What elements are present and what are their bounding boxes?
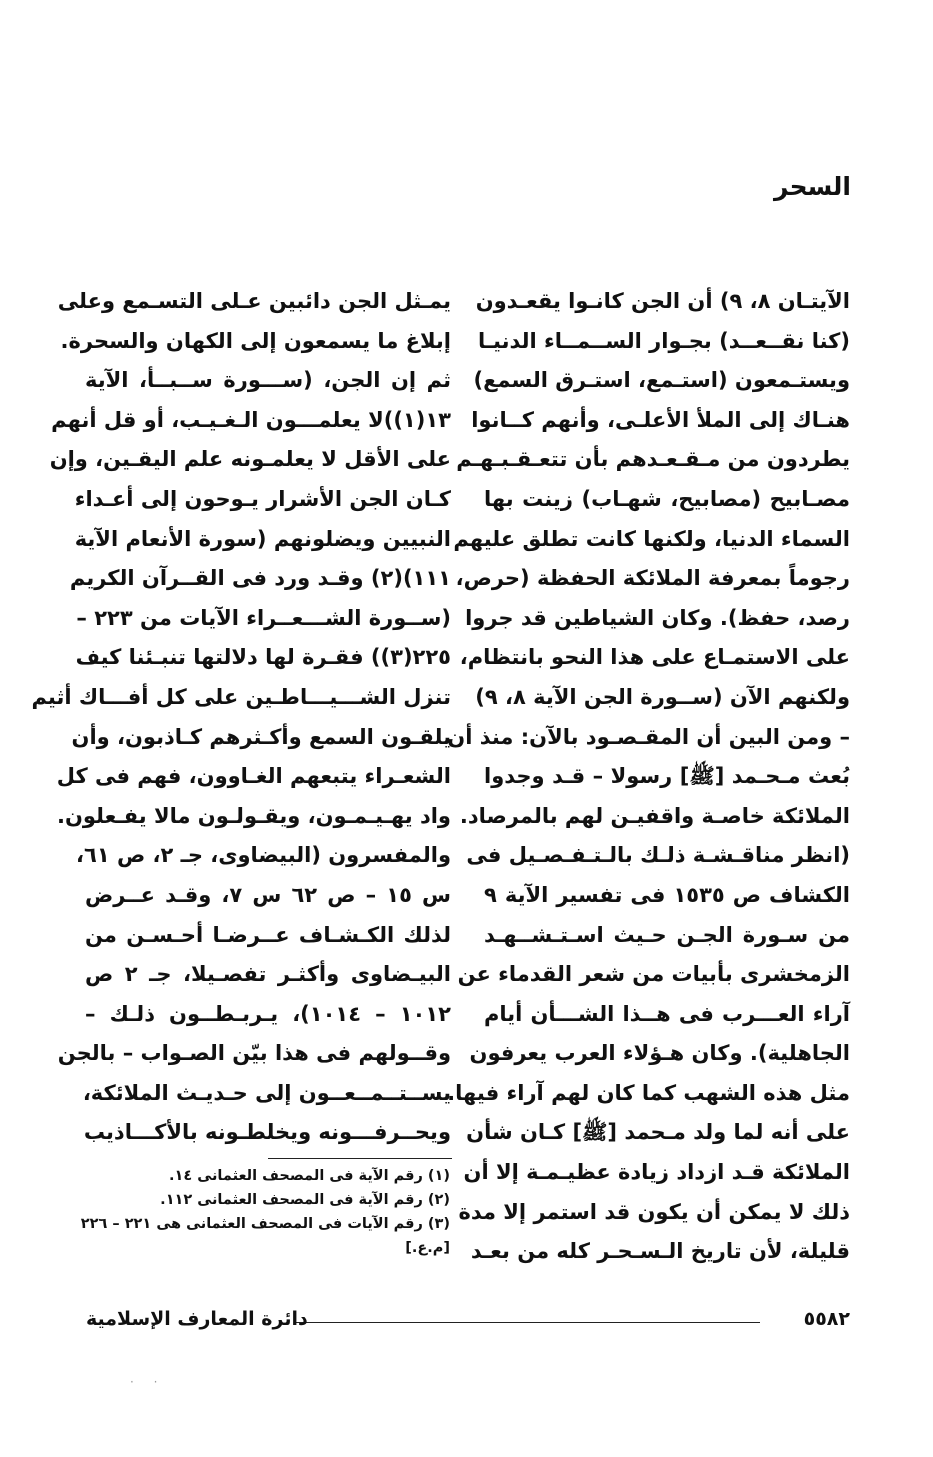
left-column-line: على الأقل لا يعلمـونه علم اليقـين، وإن	[49, 447, 451, 472]
right-text-column	[447, 282, 850, 1272]
footnote-item: (٣) رقم الآيات فى المصحف العثمانى هى ٢٢١ – ٢٢٦	[80, 1216, 450, 1232]
right-column-line: – ومن البين أن المقـصـود بالآن: منذ أن	[447, 724, 850, 749]
footnote-item: (١) رقم الآية فى المصحف العثمانى ١٤.	[169, 1168, 450, 1184]
left-column-line: ١١١)(٢) وقـد ورد فى القــرآن الكريم	[69, 566, 451, 591]
left-column-line: تنزل الشـــيـــاطـين على كل أفـــاك أثيم	[31, 684, 451, 709]
left-column-line: يلقـون السمع وأكـثرهم كـاذبون، وأن	[71, 724, 451, 749]
right-column-line: السماء الدنيا، ولكنها كانت تطلق عليهم	[453, 526, 850, 551]
left-column-line: والمفسرون (البيضاوى، جـ ٢، ص ٦١،	[76, 843, 451, 868]
left-column-line: (ســورة الشـــعــراء الآيات من ٢٢٣ –	[76, 605, 451, 630]
right-column-line: من سـورة الجـن حـيث اسـتـشــهـد	[484, 922, 850, 947]
left-column-line: ٢٢٥(٣)) فقـرة لها دلالتها تنبـئنا كيف	[75, 645, 451, 670]
left-column-line: ١٠١٢ – ١٠١٤)، يـربـطــون ذلـك –	[85, 1001, 451, 1026]
encyclopedia-name: دائرة المعارف الإسلامية	[86, 1308, 308, 1330]
right-column-line: بُعث مـحـمد [ﷺ] رسولا – قـد وجدوا	[484, 764, 850, 789]
footnotes	[80, 1164, 450, 1260]
right-column-line: ويستـمعون (استـمع، استـرق السمع)	[473, 368, 850, 393]
left-column-line: يســتــمــعــون إلى حـديـث الملائكة،	[82, 1080, 451, 1105]
footnote-item: (٢) رقم الآية فى المصحف العثمانى ١١٢.	[160, 1192, 450, 1208]
scan-specks: · ·	[130, 1375, 166, 1389]
left-column-line: البيـضاوى وأكثـر تفصـيلا، جـ ٢ ص	[85, 962, 452, 987]
right-column-line: مصـابيح (مصابيح، شهـاب) زينت بها	[484, 486, 850, 511]
right-column-line: الجاهلية). وكان هـؤلاء العرب يعرفون	[469, 1041, 850, 1066]
left-column-line: الشعـراء يتبعهم الغـاوون، فهم فى كل	[56, 764, 451, 789]
right-column-line: يطردون من مـقـعـدهم بأن تتعـقـبـهـم	[456, 447, 850, 472]
right-column-line: رصد، حفظ). وكان الشياطين قد جروا	[465, 605, 850, 630]
page-footer	[86, 1308, 850, 1336]
right-column-line: الملائكة خاصـة واقفيـن لهم بالمرصاد.	[459, 803, 850, 828]
right-column-line: آراء العـــرب فى هــذا الشـــأن أيام	[484, 1001, 850, 1026]
right-column-line: رجوماً بمعرفة الملائكة الحفظة (حرص،	[455, 566, 850, 591]
right-column-line: الملائكة قـد ازداد زيادة عظيـمـة إلا أن	[463, 1160, 850, 1185]
right-column-line: ولكنهم الآن (ســورة الجن الآية ٨، ٩)	[475, 684, 850, 709]
left-column-line: لذلك الكـشـاف عــرضـا أحـسـن من	[85, 922, 451, 947]
right-column-line: الآيتـان ٨، ٩) أن الجن كانـوا يقعـدون	[475, 289, 850, 313]
right-column-line: الزمخشرى بأبيات من شعر القدماء عن	[457, 962, 850, 987]
right-column-line: قليلة، لأن تاريخ الـسـحـر كله من بعـد	[470, 1239, 850, 1264]
right-column-line: على الاستمـاع على هذا النحو بانتظام،	[459, 645, 850, 670]
left-column-line: واد يهـيـمـون، ويقـولـون مالا يفـعلون.	[56, 803, 451, 828]
footer-rule	[294, 1322, 760, 1323]
left-column-line: النبيين ويضلونهم (سورة الأنعام الآية	[74, 526, 451, 551]
right-column-line: الكشاف ص ١٥٣٥ فى تفسير الآية ٩	[484, 882, 850, 907]
left-column-line: كـان الجن الأشرار يـوحون إلى أعـداء	[74, 486, 451, 511]
page-number: ٥٥٨٢	[803, 1308, 850, 1330]
left-column-line: س ١٥ – ص ٦٢ س ٧، وقـد عــرض	[85, 882, 451, 907]
right-column-line: على أنه لما ولد مـحمد [ﷺ] كـان شأن	[466, 1120, 850, 1145]
left-column-line: إبلاغ ما يسمعون إلى الكهان والسحرة.	[60, 328, 451, 353]
left-column-line: يمـثل الجن دائبين عـلى التسـمع وعلى	[57, 289, 451, 313]
left-text-column	[31, 282, 452, 1153]
left-column-line: وقــولهم فى هذا بيّن الصـواب – بالجن	[57, 1041, 451, 1066]
right-column-line: (كنا نقــعــد) بجـوار الســمــاء الدنيـا	[477, 328, 850, 353]
footnote-divider	[268, 1158, 452, 1159]
right-column-line: مثل هذه الشهب كما كان لهم آراء فيها.	[447, 1080, 850, 1105]
left-column-line: ١٣(١))لا يعلمـــون الـغـيـب، أو قل أنهم	[51, 407, 451, 432]
right-column-line: ذلك لا يمكن أن يكون قد استمر إلا مدة	[458, 1199, 850, 1224]
right-column-line: هنـاك إلى الملأ الأعلـى، وأنهم كــانوا	[471, 407, 850, 432]
left-column-line: ويحــرفـــونه ويخلطـونه بالأكـــاذيب	[83, 1120, 451, 1145]
running-header-title: السحر	[774, 172, 851, 201]
footnote-item: [م.ع.]	[405, 1240, 450, 1256]
right-column-line: (انظر مناقـشـة ذلـك بالـتـفـصـيل فى	[466, 843, 850, 868]
left-column-line: ثم إن الجن، (ســـورة ســبــأ، الآية	[85, 368, 451, 393]
